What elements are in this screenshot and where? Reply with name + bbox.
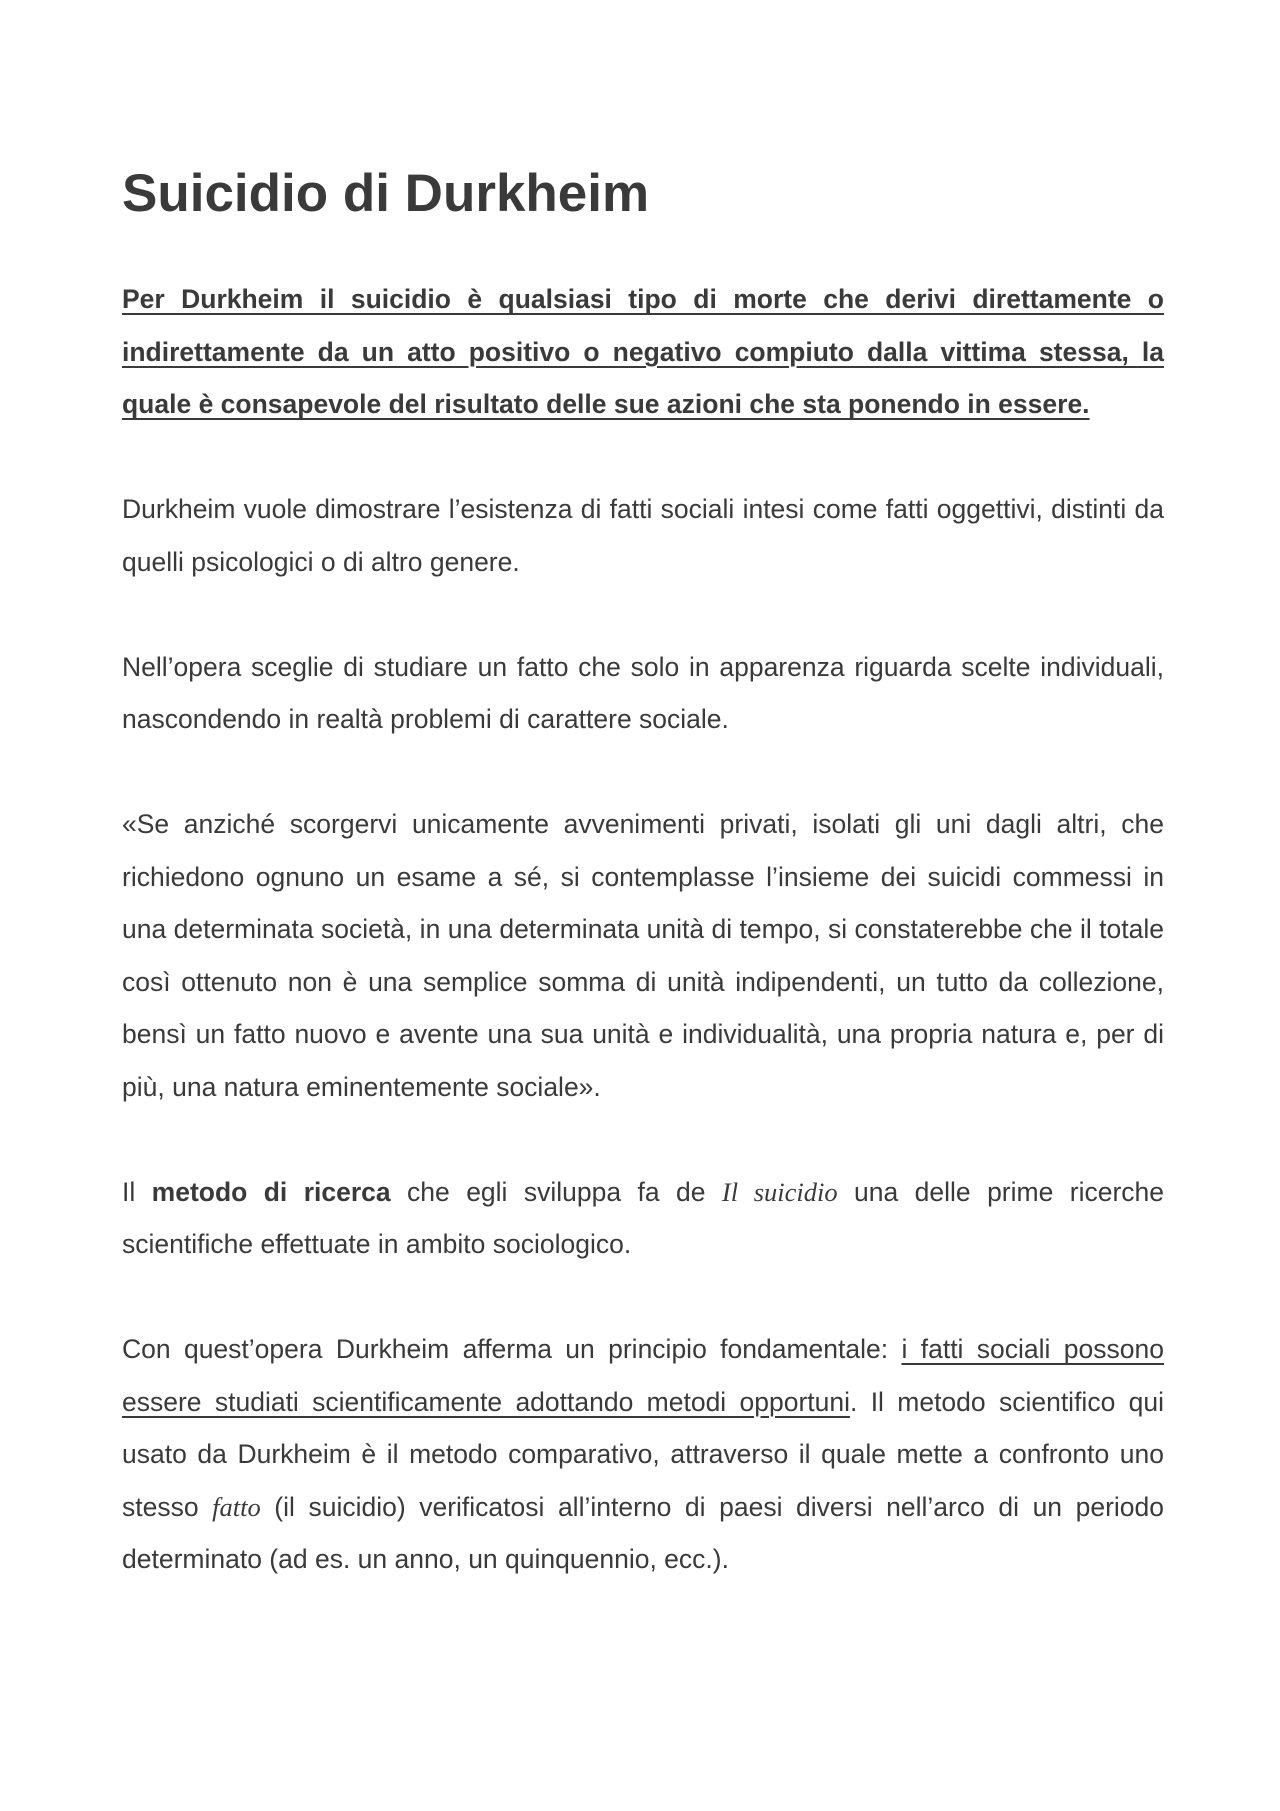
research-method-tail: una delle prime ricerche scientifiche effettuate in ambito sociologico. xyxy=(122,1176,1164,1259)
paragraph-study-choice: Nell’opera sceglie di studiare un fatto che solo in apparenza riguarda scelte individuali, nascondendo in realtà problemi di carattere sociale. xyxy=(122,651,1164,734)
book-title-italic: Il suicidio xyxy=(721,1176,838,1207)
spacer xyxy=(122,588,1164,641)
paragraph-social-facts: Durkheim vuole dimostrare l’esistenza di fatti sociali intesi come fatti oggettivi, distinti da quelli psicologici o di altro genere. xyxy=(122,494,1164,577)
definition-paragraph: Per Durkheim il suicidio è qualsiasi tipo di morte che derivi direttamente o indirettamente da un atto positivo o negativo compiuto dalla vittima stessa, la quale è consapevole del risultato delle sue azioni che sta ponendo in essere. xyxy=(122,284,1164,419)
quote-paragraph: «Se anziché scorgervi unicamente avvenimenti privati, isolati gli uni dagli altri, che richiedono ognuno un esame a sé, si contemplasse l’insieme dei suicidi commessi in una determinata società, in una determinata unità di tempo, si constaterebbe che il totale così ottenuto non è una semplice somma di unità indipendenti, un tutto da collezione, bensì un fatto nuovo e avente una sua unità e individualità, una propria natura e, per di più, una natura eminentemente sociale». xyxy=(122,809,1164,1102)
principle-underlined: i fatti sociali possono essere studiati scientificamente adottando metodi opportuni xyxy=(122,1334,1164,1417)
spacer xyxy=(122,1271,1164,1324)
research-method-mid: che egli sviluppa fa de xyxy=(390,1176,722,1207)
research-method-lead: Il xyxy=(122,1176,152,1207)
comparative-tail: (il suicidio) verificatosi all’interno di paesi diversi nell’arco di un periodo determinato (ad es. un anno, un quinquennio, ecc.). xyxy=(122,1491,1165,1574)
spacer xyxy=(122,431,1164,484)
comparative-mid: . Il metodo scientifico qui usato da Durkheim è il metodo comparativo, attraverso il quale mette a confronto uno stesso xyxy=(122,1386,1164,1522)
research-method-bold: metodo di ricerca xyxy=(151,1176,391,1207)
spacer xyxy=(122,221,1164,274)
document-page xyxy=(122,164,1165,1586)
paragraph-comparative-method xyxy=(122,1323,1164,1586)
fact-italic: fatto xyxy=(212,1491,261,1522)
spacer xyxy=(122,746,1164,799)
spacer xyxy=(122,1113,1164,1166)
comparative-lead: Con quest’opera Durkheim afferma un principio fondamentale: xyxy=(122,1334,902,1364)
document-title: Suicidio di Durkheim xyxy=(122,164,650,223)
paragraph-research-method xyxy=(122,1166,1164,1271)
